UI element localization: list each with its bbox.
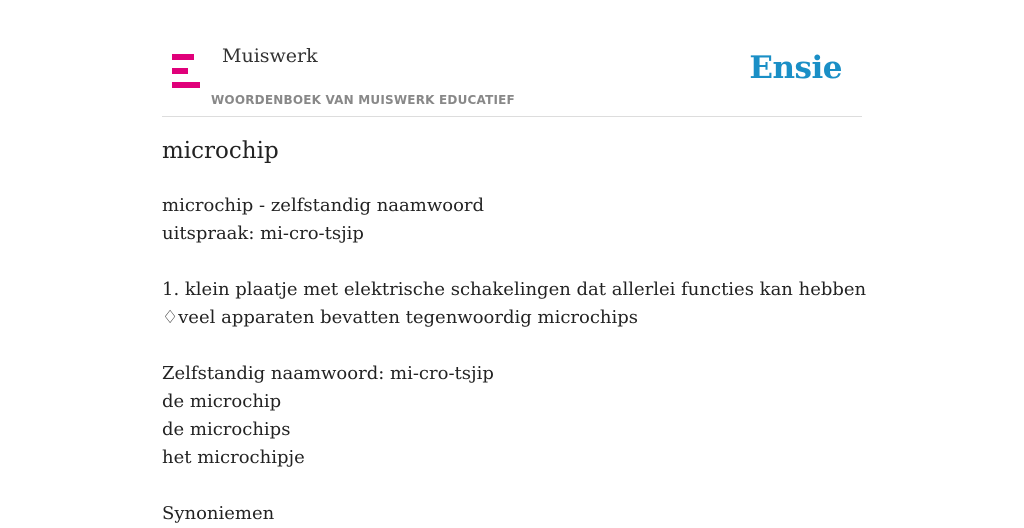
singular-form-line: de microchip: [162, 391, 282, 412]
synonyms-heading: Synoniemen: [162, 503, 275, 524]
logo-bar-middle: [172, 68, 188, 74]
spacer: [162, 472, 862, 500]
entry-body: [162, 192, 867, 528]
brand-name-link[interactable]: Muiswerk: [222, 45, 318, 67]
plural-form-line: de microchips: [162, 419, 291, 440]
site-header: [162, 0, 862, 117]
ensie-logo-link[interactable]: Ensie: [749, 50, 842, 86]
example-line: ♢veel apparaten bevatten tegenwoordig microchips: [162, 307, 639, 328]
diminutive-form-line: het microchipje: [162, 447, 305, 468]
logo-bar-bottom: [172, 82, 200, 88]
entry-title: microchip: [162, 138, 279, 164]
definition-line: 1. klein plaatje met elektrische schakelingen dat allerlei functies kan hebben: [162, 279, 867, 300]
word-class-line: microchip - zelfstandig naamwoord: [162, 195, 485, 216]
noun-heading-line: Zelfstandig naamwoord: mi-cro-tsjip: [162, 363, 494, 384]
dictionary-subtitle: WOORDENBOEK VAN MUISWERK EDUCATIEF: [211, 93, 515, 107]
muiswerk-logo-icon[interactable]: [172, 54, 200, 88]
spacer: [162, 332, 862, 360]
pronunciation-line: uitspraak: mi-cro-tsjip: [162, 223, 364, 244]
spacer: [162, 248, 862, 276]
logo-bar-top: [172, 54, 194, 60]
